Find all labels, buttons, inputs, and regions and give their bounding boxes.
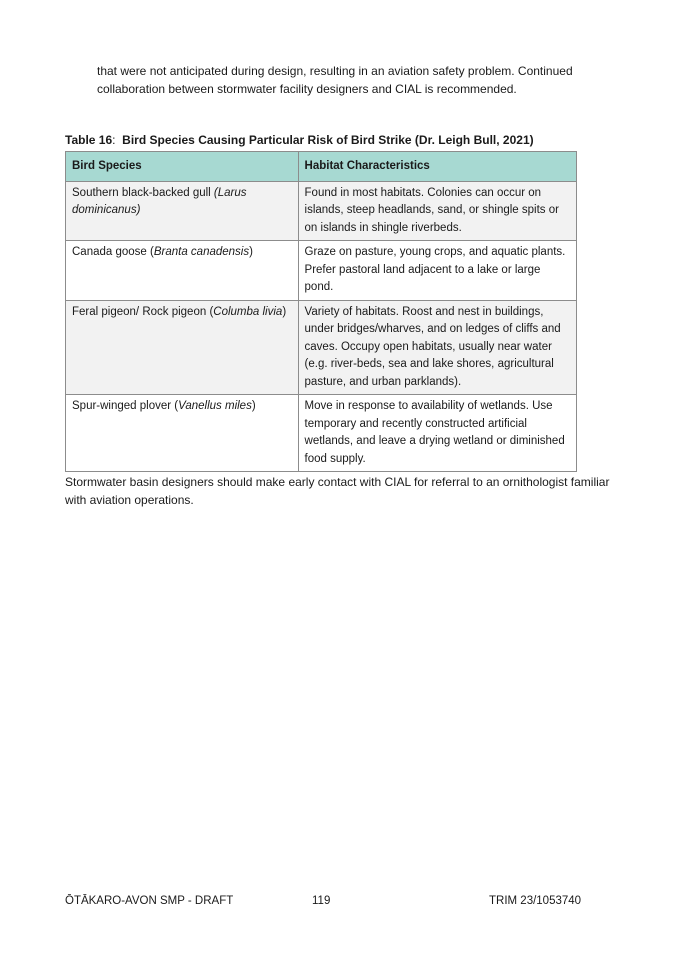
species-scientific-name: Branta canadensis — [153, 246, 250, 258]
table-caption-separator: : — [112, 133, 116, 147]
habitat-cell: Variety of habitats. Roost and nest in buildings, under bridges/wharves, and on ledges of cliffs and caves. Occupy open habitats, usually near water (e.g. river-beds, sea and lake shores, agricultural pasture, and urban parklands). — [298, 300, 576, 395]
species-scientific-close: ) — [249, 246, 253, 258]
species-common-name: Feral pigeon/ Rock pigeon ( — [72, 305, 214, 318]
species-common-name: Southern black-backed gull — [72, 186, 214, 199]
table-row — [66, 395, 577, 472]
table-row — [66, 181, 577, 241]
header-habitat-characteristics: Habitat Characteristics — [298, 152, 576, 182]
species-common-name: Spur-winged plover ( — [72, 400, 179, 412]
species-scientific-name: Vanellus miles — [178, 400, 252, 412]
intro-paragraph: that were not anticipated during design, resulting in an aviation safety problem. Continued collaboration between stormwater facility designers and CIAL is recommended. — [97, 64, 573, 96]
species-cell — [66, 300, 299, 395]
header-bird-species: Bird Species — [66, 152, 299, 182]
table-caption — [65, 131, 605, 149]
species-cell — [66, 181, 299, 241]
table-caption-title: Bird Species Causing Particular Risk of Bird Strike (Dr. Leigh Bull, 2021) — [122, 133, 534, 147]
habitat-cell: Graze on pasture, young crops, and aquatic plants. Prefer pastoral land adjacent to a lake or large pond. — [298, 241, 576, 301]
table-caption-label: Table 16 — [65, 133, 113, 147]
species-scientific-close: ) — [251, 400, 256, 412]
species-cell — [66, 241, 299, 301]
species-scientific-name: Larus dominicanus — [72, 186, 247, 216]
species-scientific-open: ( — [213, 186, 218, 199]
species-scientific-close: ) — [136, 204, 141, 216]
species-cell — [66, 395, 299, 472]
species-common-name: Canada goose ( — [72, 246, 154, 258]
closing-paragraph: Stormwater basin designers should make early contact with CIAL for referral to an ornithologist familiar with aviation operations. — [65, 475, 610, 507]
table-row — [66, 241, 577, 301]
table-row — [66, 300, 577, 395]
habitat-cell: Move in response to availability of wetlands. Use temporary and recently constructed artificial wetlands, and leave a drying wetland or diminished food supply. — [298, 395, 576, 472]
species-scientific-name: Columba livia — [213, 305, 283, 318]
table-header-row — [66, 152, 577, 182]
species-scientific-close: ) — [282, 305, 287, 318]
footer-document-title: ŌTĀKARO-AVON SMP - DRAFT — [65, 895, 234, 907]
footer-page-number: 119 — [312, 895, 331, 907]
habitat-cell: Found in most habitats. Colonies can occur on islands, steep headlands, sand, or shingle spits or on islands in shingle riverbeds. — [298, 181, 576, 241]
footer-trim-reference: TRIM 23/1053740 — [489, 895, 582, 907]
bird-species-table — [65, 151, 577, 472]
